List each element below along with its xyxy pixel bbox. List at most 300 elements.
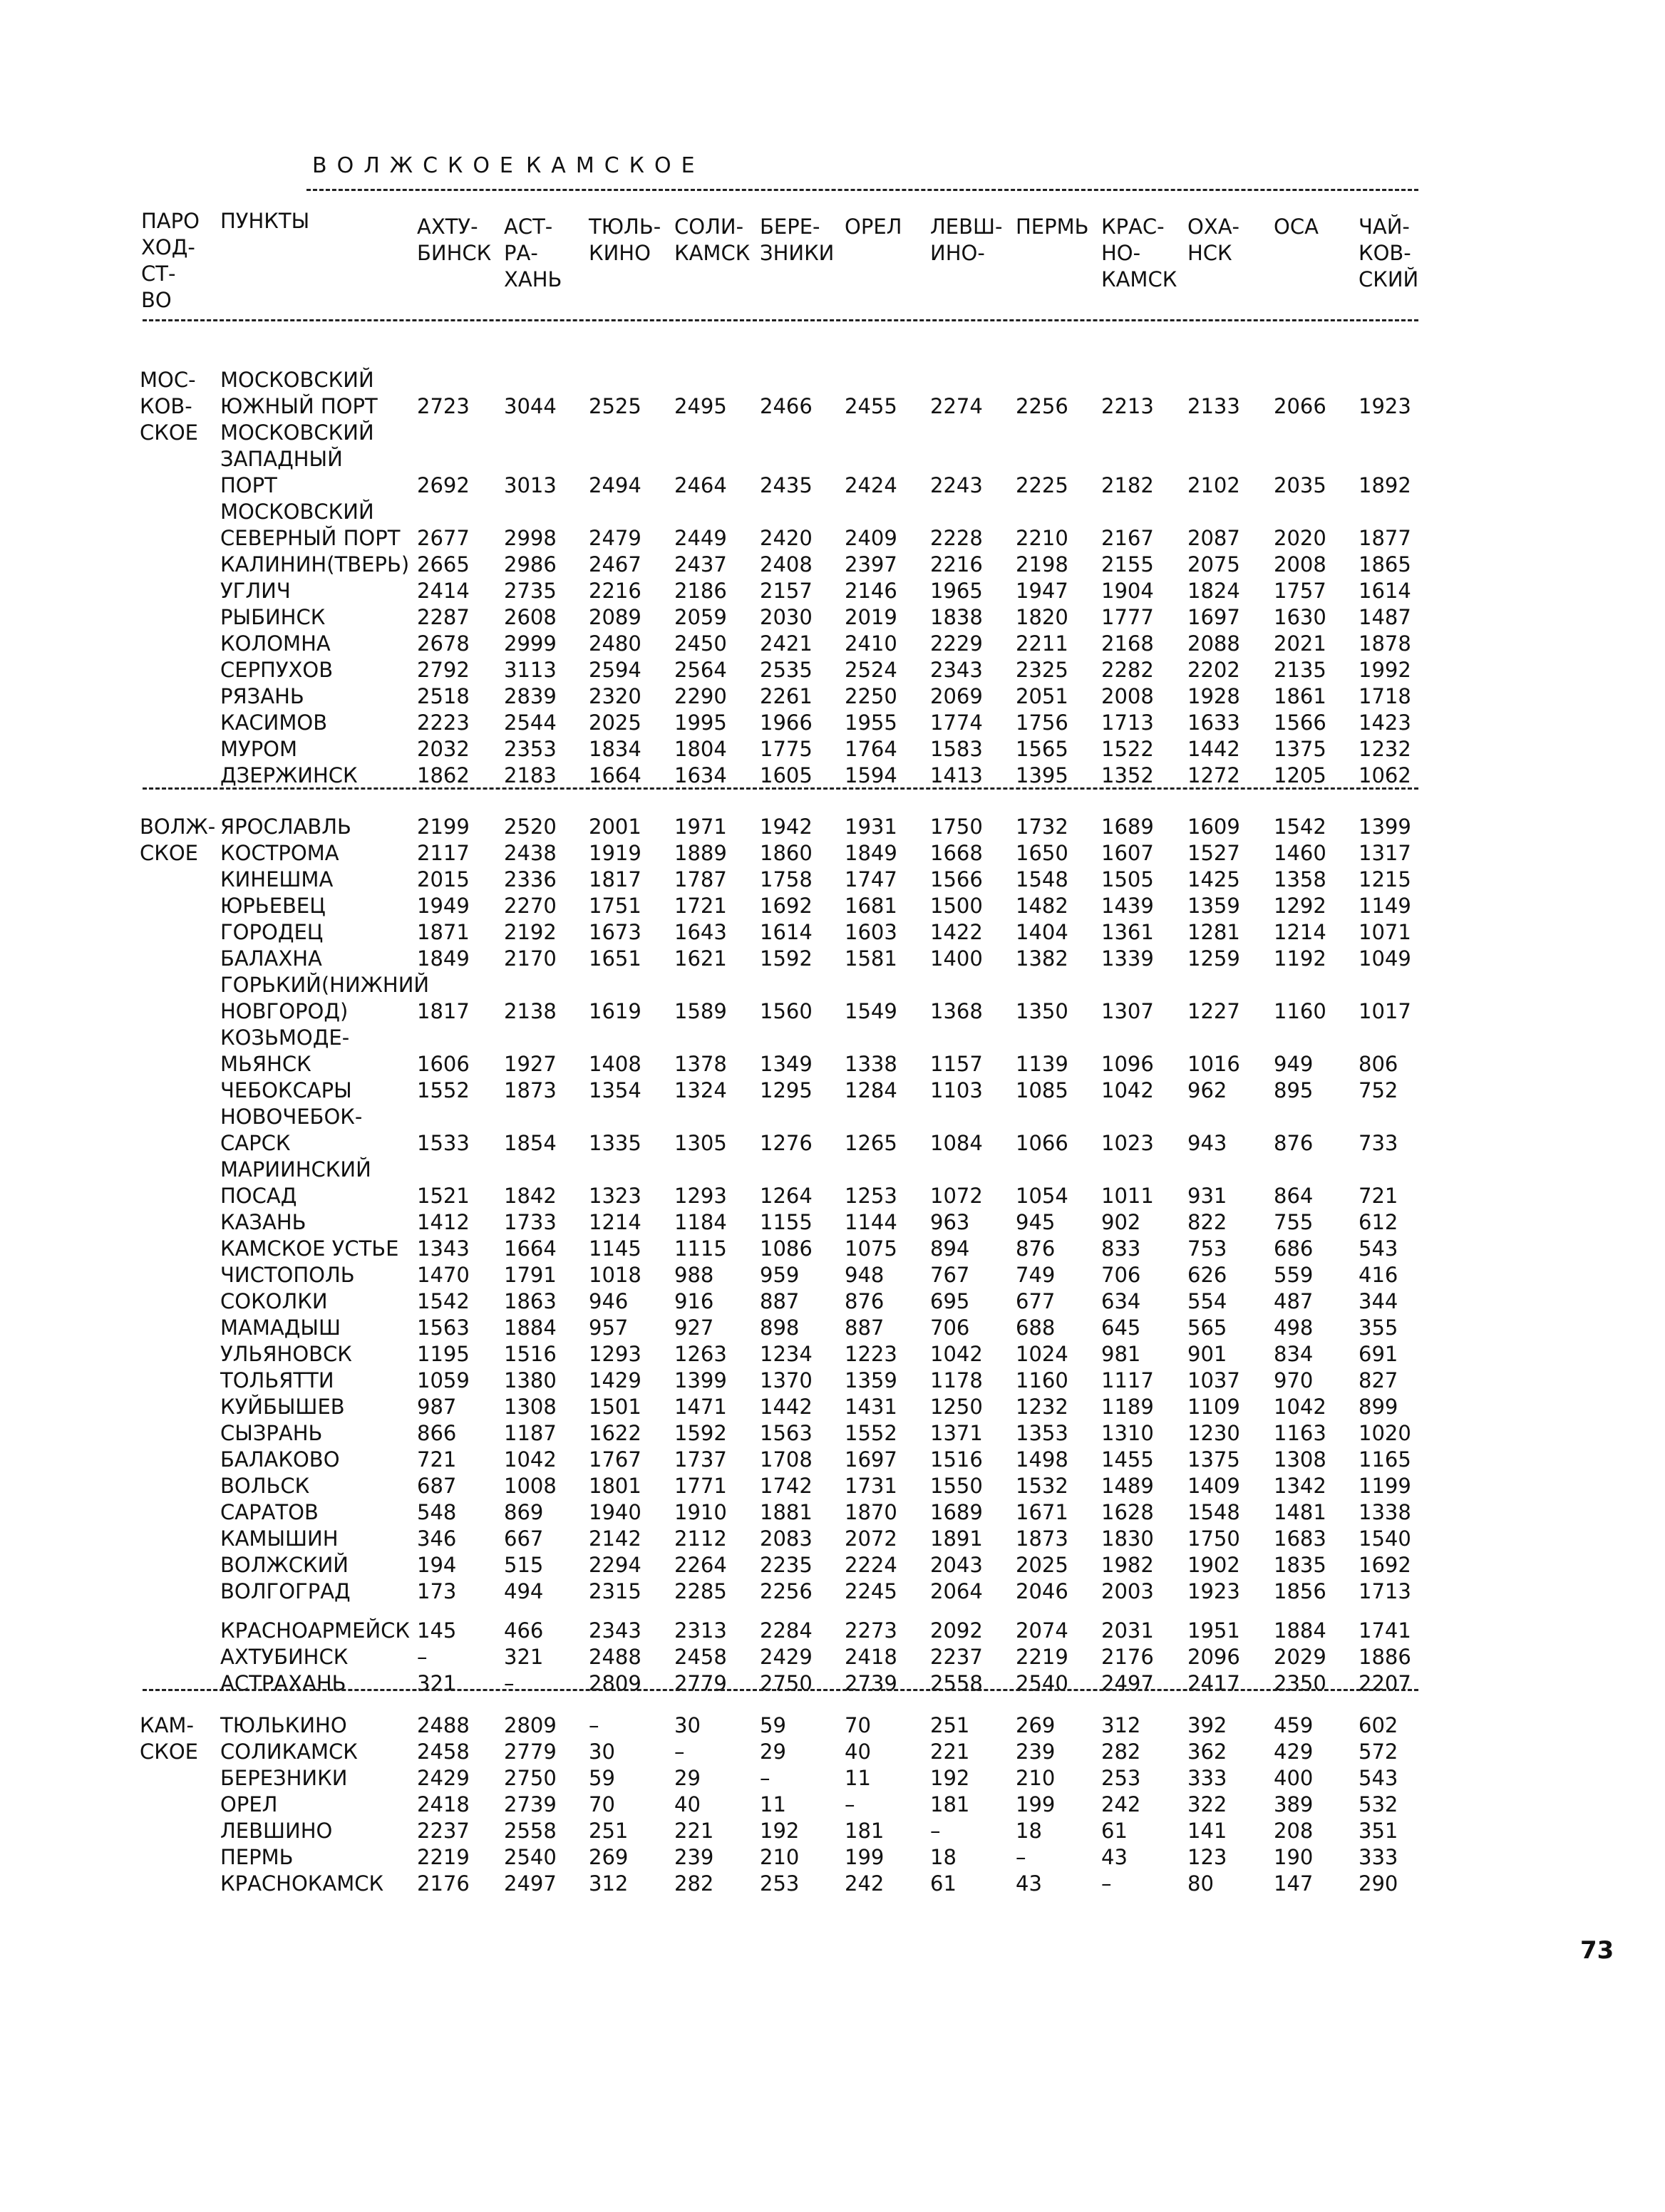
distance-value: 181 [845, 1819, 885, 1843]
distance-value: 1380 [504, 1368, 557, 1392]
distance-value: 1732 [1016, 815, 1068, 839]
distance-value: 1144 [845, 1210, 897, 1234]
distance-value: 1713 [1359, 1579, 1411, 1603]
distance-value: 1771 [674, 1474, 727, 1498]
distance-value: 1317 [1359, 841, 1411, 865]
distance-value: 1856 [1274, 1579, 1326, 1603]
distance-value: 543 [1359, 1766, 1398, 1790]
distance-value: 1928 [1187, 684, 1240, 708]
distance-value: 1103 [930, 1078, 983, 1102]
distance-value: 1310 [1101, 1421, 1154, 1445]
distance-value: 2409 [845, 526, 897, 550]
place-name: УГЛИЧ [220, 579, 291, 603]
distance-value: 2524 [845, 658, 897, 682]
distance-value: 2429 [417, 1766, 470, 1790]
distance-value: 1733 [504, 1210, 557, 1234]
distance-value: 2274 [930, 394, 983, 418]
distance-value: 2059 [674, 605, 727, 629]
distance-value: 2025 [1016, 1553, 1068, 1577]
distance-value: 1692 [760, 894, 813, 918]
distance-value: 806 [1359, 1052, 1398, 1076]
distance-value: 2020 [1274, 526, 1326, 550]
distance-value: 2211 [1016, 631, 1068, 656]
distance-value: 2170 [504, 946, 557, 971]
distance-value: 1086 [760, 1236, 813, 1261]
distance-value: 1995 [674, 710, 727, 735]
place-name: ГОРОДЕЦ [220, 920, 324, 944]
region-label: ВОЛЖ- СКОЕ [140, 815, 216, 865]
distance-value: 2397 [845, 552, 897, 577]
distance-value: 1264 [760, 1184, 813, 1208]
distance-value: 1566 [1274, 710, 1326, 735]
distance-value: 1016 [1187, 1052, 1240, 1076]
table-row [0, 1288, 1665, 1315]
distance-value: 269 [589, 1845, 629, 1869]
column-header: ТЮЛЬ- КИНО [589, 215, 661, 265]
distance-value: 894 [930, 1236, 970, 1261]
distance-value: 1849 [417, 946, 470, 971]
distance-value: 321 [504, 1645, 544, 1669]
table-row [0, 683, 1665, 710]
distance-value: 1862 [417, 763, 470, 787]
distance-value: 733 [1359, 1131, 1398, 1155]
distance-value: 981 [1101, 1342, 1141, 1366]
distance-value: 1692 [1359, 1553, 1411, 1577]
distance-value: 2243 [930, 473, 983, 497]
distance-value: 2343 [589, 1618, 641, 1643]
distance-value: 834 [1274, 1342, 1314, 1366]
table-row [0, 1104, 1665, 1130]
distance-value: 2237 [417, 1819, 470, 1843]
distance-value: 1689 [1101, 815, 1154, 839]
distance-value: 895 [1274, 1078, 1314, 1102]
distance-value: 1871 [417, 920, 470, 944]
distance-value: 2029 [1274, 1645, 1326, 1669]
distance-value: 59 [589, 1766, 615, 1790]
distance-value: 1395 [1016, 763, 1068, 787]
distance-value: 123 [1187, 1845, 1227, 1869]
distance-value: 2677 [417, 526, 470, 550]
distance-value: 1085 [1016, 1078, 1068, 1102]
distance-value: – [1101, 1871, 1112, 1896]
distance-value: 18 [930, 1845, 957, 1869]
distance-value: 572 [1359, 1740, 1398, 1764]
distance-value: 1923 [1187, 1579, 1240, 1603]
distance-value: 1664 [504, 1236, 557, 1261]
place-name: ЮРЬЕВЕЦ [220, 894, 326, 918]
distance-value: 876 [1274, 1131, 1314, 1155]
distance-value: 1628 [1101, 1500, 1154, 1524]
group-label-kama: КАМСКОЕ [526, 153, 705, 178]
distance-value: 1552 [845, 1421, 897, 1445]
distance-value: 181 [930, 1792, 970, 1816]
distance-value: 2069 [930, 684, 983, 708]
distance-value: 2494 [589, 473, 641, 497]
distance-value: 1865 [1359, 552, 1411, 577]
distance-value: 18 [1016, 1819, 1042, 1843]
distance-value: 362 [1187, 1740, 1227, 1764]
place-name: СОЛИКАМСК [220, 1740, 358, 1764]
table-row [0, 499, 1665, 525]
place-name: ГОРЬКИЙ(НИЖНИЙ [220, 973, 430, 997]
distance-value: 2429 [760, 1645, 813, 1669]
distance-value: 1487 [1359, 605, 1411, 629]
distance-value: 1431 [845, 1395, 897, 1419]
distance-value: 2001 [589, 815, 641, 839]
distance-value: – [417, 1645, 428, 1669]
distance-value: 1370 [760, 1368, 813, 1392]
distance-value: 1747 [845, 867, 897, 891]
distance-value: 2229 [930, 631, 983, 656]
distance-value: 1542 [1274, 815, 1326, 839]
distance-value: 1500 [930, 894, 983, 918]
distance-value: 706 [1101, 1263, 1141, 1287]
distance-value: 2535 [760, 658, 813, 682]
distance-value: 1931 [845, 815, 897, 839]
distance-value: 1791 [504, 1263, 557, 1287]
distance-value: 3044 [504, 394, 557, 418]
distance-value: 2467 [589, 552, 641, 577]
distance-value: 192 [760, 1819, 800, 1843]
distance-value: 2290 [674, 684, 727, 708]
distance-value: 1223 [845, 1342, 897, 1366]
distance-value: 2030 [760, 605, 813, 629]
distance-value: 554 [1187, 1289, 1227, 1313]
distance-value: 1096 [1101, 1052, 1154, 1076]
distance-value: 706 [930, 1316, 970, 1340]
distance-value: 2809 [504, 1713, 557, 1737]
place-name: РЯЗАНЬ [220, 684, 304, 708]
distance-value: 1293 [589, 1342, 641, 1366]
distance-value: 2167 [1101, 526, 1154, 550]
distance-value: 2479 [589, 526, 641, 550]
distance-value: 192 [930, 1766, 970, 1790]
distance-value: 1008 [504, 1474, 557, 1498]
distance-value: 1940 [589, 1500, 641, 1524]
distance-value: 2343 [930, 658, 983, 682]
distance-value: 2092 [930, 1618, 983, 1643]
distance-value: 2224 [845, 1553, 897, 1577]
distance-value: 2458 [674, 1645, 727, 1669]
distance-value: 2418 [845, 1645, 897, 1669]
place-name: ЧЕБОКСАРЫ [220, 1078, 352, 1102]
distance-value: 2608 [504, 605, 557, 629]
distance-value: 1527 [1187, 841, 1240, 865]
distance-value: 70 [589, 1792, 615, 1816]
distance-value: 253 [760, 1871, 800, 1896]
distance-value: 2210 [1016, 526, 1068, 550]
distance-value: 322 [1187, 1792, 1227, 1816]
distance-value: 1757 [1274, 579, 1326, 603]
distance-value: 1155 [760, 1210, 813, 1234]
distance-value: 1293 [674, 1184, 727, 1208]
distance-value: 1371 [930, 1421, 983, 1445]
distance-value: 1350 [1016, 999, 1068, 1023]
place-name: СЫЗРАНЬ [220, 1421, 323, 1445]
distance-value: 1592 [674, 1421, 727, 1445]
distance-value: 2350 [1274, 1671, 1326, 1695]
distance-value: 677 [1016, 1289, 1056, 1313]
distance-value: 351 [1359, 1819, 1398, 1843]
distance-value: 1117 [1101, 1368, 1154, 1392]
distance-value: 1817 [589, 867, 641, 891]
place-name: МОСКОВСКИЙ [220, 420, 374, 445]
place-name: ВОЛГОГРАД [220, 1579, 351, 1603]
place-name: КРАСНОАРМЕЙСК [220, 1618, 410, 1643]
distance-value: 141 [1187, 1819, 1227, 1843]
distance-value: 1354 [589, 1078, 641, 1102]
distance-value: 963 [930, 1210, 970, 1234]
distance-value: 2455 [845, 394, 897, 418]
distance-value: 239 [674, 1845, 714, 1869]
distance-value: 2183 [504, 763, 557, 787]
distance-value: 1352 [1101, 763, 1154, 787]
distance-value: 1214 [589, 1210, 641, 1234]
distance-value: 1910 [674, 1500, 727, 1524]
distance-value: 927 [674, 1316, 714, 1340]
distance-value: 945 [1016, 1210, 1056, 1234]
distance-value: 1756 [1016, 710, 1068, 735]
distance-value: 1149 [1359, 894, 1411, 918]
distance-value: 543 [1359, 1236, 1398, 1261]
distance-value: 1904 [1101, 579, 1154, 603]
points-label: ПУНКТЫ [220, 209, 310, 233]
distance-value: 2466 [760, 394, 813, 418]
distance-value: 2256 [760, 1579, 813, 1603]
distance-value: 1594 [845, 763, 897, 787]
distance-value: 221 [674, 1819, 714, 1843]
table-row [0, 1578, 1665, 1605]
distance-value: 1767 [589, 1447, 641, 1472]
distance-value: 822 [1187, 1210, 1227, 1234]
distance-value: 916 [674, 1289, 714, 1313]
distance-value: 1951 [1187, 1618, 1240, 1643]
distance-value: 612 [1359, 1210, 1398, 1234]
column-header: ОРЕЛ [845, 215, 902, 239]
distance-value: 1923 [1359, 394, 1411, 418]
table-row [0, 1712, 1665, 1739]
page-number: 73 [1580, 1936, 1614, 1965]
distance-value: 2540 [1016, 1671, 1068, 1695]
distance-value: 898 [760, 1316, 800, 1340]
distance-value: 1849 [845, 841, 897, 865]
distance-value: 987 [417, 1395, 457, 1419]
distance-value: 1630 [1274, 605, 1326, 629]
distance-value: 2424 [845, 473, 897, 497]
distance-value: 1042 [1274, 1395, 1326, 1419]
place-name: КАСИМОВ [220, 710, 328, 735]
distance-value: 1521 [417, 1184, 470, 1208]
distance-value: 2192 [504, 920, 557, 944]
distance-value: 1804 [674, 737, 727, 761]
distance-value: 2213 [1101, 394, 1154, 418]
distance-value: 1359 [1187, 894, 1240, 918]
place-name: КОСТРОМА [220, 841, 339, 865]
distance-value: 1442 [760, 1395, 813, 1419]
distance-value: 1516 [930, 1447, 983, 1472]
group-label-volga: ВОЛЖСКОЕ [312, 153, 523, 178]
distance-value: 1801 [589, 1474, 641, 1498]
distance-value: 1683 [1274, 1526, 1326, 1551]
distance-value: 2202 [1187, 658, 1240, 682]
distance-value: 1109 [1187, 1395, 1240, 1419]
distance-value: 1532 [1016, 1474, 1068, 1498]
distance-value: 1482 [1016, 894, 1068, 918]
distance-value: 1751 [589, 894, 641, 918]
distance-value: 1072 [930, 1184, 983, 1208]
table-row [0, 814, 1665, 840]
distance-value: 1062 [1359, 763, 1411, 787]
distance-value: 2320 [589, 684, 641, 708]
column-header: ОХА- НСК [1187, 215, 1239, 265]
distance-value: 1250 [930, 1395, 983, 1419]
column-header: ПЕРМЬ [1016, 215, 1089, 239]
place-name: ПОРТ [220, 473, 277, 497]
place-name: ВОЛЬСК [220, 1474, 310, 1498]
distance-value: 210 [760, 1845, 800, 1869]
table-row [0, 1670, 1665, 1697]
distance-value: 1583 [930, 737, 983, 761]
distance-value: 2008 [1101, 684, 1154, 708]
table-row [0, 972, 1665, 998]
distance-value: 2558 [930, 1671, 983, 1695]
distance-value: 1178 [930, 1368, 983, 1392]
table-row [0, 736, 1665, 763]
distance-value: 2216 [589, 579, 641, 603]
distance-value: 242 [845, 1871, 885, 1896]
distance-value: 1139 [1016, 1052, 1068, 1076]
distance-value: 1619 [589, 999, 641, 1023]
table-row [0, 1183, 1665, 1209]
distance-value: 2692 [417, 473, 470, 497]
distance-value: 2273 [845, 1618, 897, 1643]
distance-value: 2353 [504, 737, 557, 761]
distance-value: 2064 [930, 1579, 983, 1603]
distance-value: 466 [504, 1618, 544, 1643]
distance-value: 1621 [674, 946, 727, 971]
distance-value: 767 [930, 1263, 970, 1287]
distance-value: 1305 [674, 1131, 727, 1155]
distance-value: 2437 [674, 552, 727, 577]
table-row [0, 525, 1665, 552]
distance-value: 2435 [760, 473, 813, 497]
distance-value: 2779 [674, 1671, 727, 1695]
distance-value: 2066 [1274, 394, 1326, 418]
place-name: БЕРЕЗНИКИ [220, 1766, 348, 1790]
distance-value: 864 [1274, 1184, 1314, 1208]
distance-value: 11 [760, 1792, 786, 1816]
distance-value: 70 [845, 1713, 871, 1737]
place-name: САРАТОВ [220, 1500, 319, 1524]
distance-value: 1189 [1101, 1395, 1154, 1419]
distance-value: 1460 [1274, 841, 1326, 865]
distance-value: 2525 [589, 394, 641, 418]
distance-value: 2198 [1016, 552, 1068, 577]
distance-value: 1227 [1187, 999, 1240, 1023]
place-name: СЕВЕРНЫЙ ПОРТ [220, 526, 401, 550]
distance-value: 532 [1359, 1792, 1398, 1816]
distance-value: 498 [1274, 1316, 1314, 1340]
place-name: КАЛИНИН(ТВЕРЬ) [220, 552, 410, 577]
distance-value: 355 [1359, 1316, 1398, 1340]
distance-value: 1042 [504, 1447, 557, 1472]
place-name: БАЛАХНА [220, 946, 322, 971]
distance-value: 948 [845, 1263, 885, 1287]
distance-value: 290 [1359, 1871, 1398, 1896]
distance-value: 1742 [760, 1474, 813, 1498]
distance-value: 2294 [589, 1553, 641, 1577]
place-name: КОЛОМНА [220, 631, 331, 656]
distance-value: 2665 [417, 552, 470, 577]
distance-value: 2008 [1274, 552, 1326, 577]
distance-value: 962 [1187, 1078, 1227, 1102]
distance-value: 752 [1359, 1078, 1398, 1102]
distance-value: 2520 [504, 815, 557, 839]
distance-value: 2750 [504, 1766, 557, 1790]
distance-value: 2313 [674, 1618, 727, 1643]
distance-value: 2228 [930, 526, 983, 550]
distance-value: 2723 [417, 394, 470, 418]
table-row [0, 1844, 1665, 1871]
distance-value: 2245 [845, 1579, 897, 1603]
distance-value: 1307 [1101, 999, 1154, 1023]
distance-value: 688 [1016, 1316, 1056, 1340]
distance-value: 1024 [1016, 1342, 1068, 1366]
distance-value: 1863 [504, 1289, 557, 1313]
distance-value: 1276 [760, 1131, 813, 1155]
distance-value: 1408 [589, 1052, 641, 1076]
distance-value: 1563 [417, 1316, 470, 1340]
distance-value: 2096 [1187, 1645, 1240, 1669]
distance-value: 1470 [417, 1263, 470, 1287]
distance-value: 1673 [589, 920, 641, 944]
distance-value: 902 [1101, 1210, 1141, 1234]
distance-value: 721 [417, 1447, 457, 1472]
place-name: МУРОМ [220, 737, 298, 761]
distance-value: 1413 [930, 763, 983, 787]
distance-value: 1272 [1187, 763, 1240, 787]
table-row [0, 946, 1665, 972]
place-name: КАМСКОЕ УСТЬЕ [220, 1236, 399, 1261]
distance-value: 1966 [760, 710, 813, 735]
distance-value: 1018 [589, 1263, 641, 1287]
distance-value: 1214 [1274, 920, 1326, 944]
distance-value: 1565 [1016, 737, 1068, 761]
distance-value: 2809 [589, 1671, 641, 1695]
distance-value: 194 [417, 1553, 457, 1577]
distance-value: 2540 [504, 1845, 557, 1869]
distance-value: 1884 [504, 1316, 557, 1340]
distance-value: 253 [1101, 1766, 1141, 1790]
distance-value: 1589 [674, 999, 727, 1023]
distance-value: 1560 [760, 999, 813, 1023]
distance-value: 2133 [1187, 394, 1240, 418]
distance-value: – [760, 1766, 770, 1790]
table-row [0, 420, 1665, 446]
distance-value: 1774 [930, 710, 983, 735]
distance-value: 43 [1101, 1845, 1128, 1869]
distance-value: 687 [417, 1474, 457, 1498]
place-name: КУЙБЫШЕВ [220, 1395, 345, 1419]
distance-value: 749 [1016, 1263, 1056, 1287]
distance-value: 2216 [930, 552, 983, 577]
distance-value: 61 [1101, 1819, 1128, 1843]
distance-value: 1075 [845, 1236, 897, 1261]
table-row [0, 552, 1665, 578]
distance-value: 1758 [760, 867, 813, 891]
distance-value: 2564 [674, 658, 727, 682]
distance-value: 1042 [1101, 1078, 1154, 1102]
